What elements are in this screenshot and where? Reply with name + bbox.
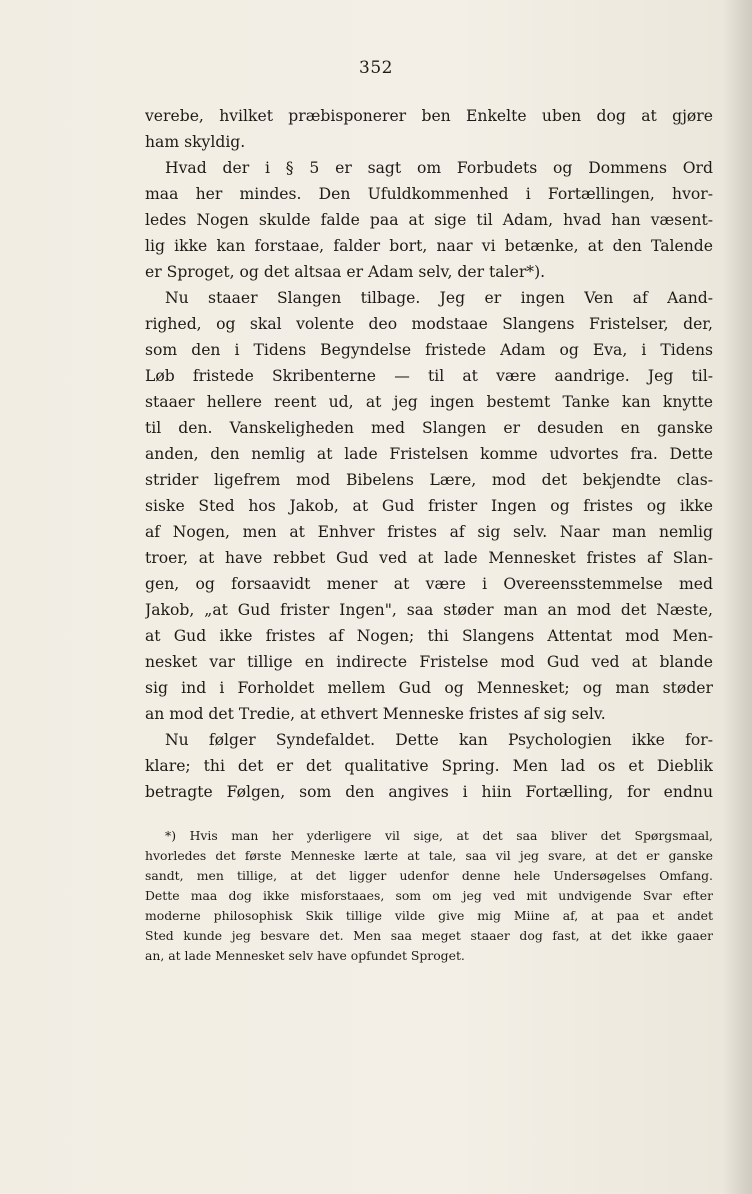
text-line: Nu staaer Slangen tilbage. Jeg er ingen Ven af Aand- <box>165 289 713 307</box>
text-line: klare; thi det er det qualitative Spring. Men lad os et Dieblik <box>145 757 713 775</box>
text-line: verebe, hvilket præbisponerer ben Enkelte uben dog at gjøre <box>145 107 713 125</box>
text-line: af Nogen, men at Enhver fristes af sig selv. Naar man nemlig <box>145 523 713 541</box>
text-line: staaer hellere reent ud, at jeg ingen bestemt Tanke kan knytte <box>145 393 713 411</box>
text-line: som den i Tidens Begyndelse fristede Adam og Eva, i Tidens <box>145 341 713 359</box>
text-line: lig ikke kan forstaae, falder bort, naar vi betænke, at den Talende <box>145 237 713 255</box>
text-line: strider ligefrem mod Bibelens Lære, mod det bekjendte clas- <box>145 471 713 489</box>
text-line: anden, den nemlig at lade Fristelsen komme udvortes fra. Dette <box>145 445 713 463</box>
text-line: gen, og forsaavidt mener at være i Overeensstemmelse med <box>145 575 713 593</box>
footnote-line: Dette maa dog ikke misforstaaes, som om jeg ved mit undvigende Svar efter <box>145 888 713 903</box>
text-line: er Sproget, og det altsaa er Adam selv, der taler*). <box>145 263 546 281</box>
text-line: til den. Vanskeligheden med Slangen er desuden en ganske <box>145 419 713 437</box>
text-line: Jakob, „at Gud frister Ingen", saa støder man an mod det Næste, <box>145 601 713 619</box>
text-line: ham skyldig. <box>145 133 246 151</box>
text-line: betragte Følgen, som den angives i hiin Fortælling, for endnu <box>145 783 713 801</box>
footnote-line: moderne philosophisk Skik tillige vilde give mig Miine af, at paa et andet <box>145 908 713 923</box>
footnote-line: hvorledes det første Menneske lærte at tale, saa vil jeg svare, at det er ganske <box>145 848 713 863</box>
text-line: Hvad der i § 5 er sagt om Forbudets og Dommens Ord <box>165 159 713 177</box>
footnote-line: sandt, men tillige, at det ligger udenfor denne hele Undersøgelses Omfang. <box>145 868 713 883</box>
text-line: siske Sted hos Jakob, at Gud frister Ingen og fristes og ikke <box>145 497 713 515</box>
text-line: troer, at have rebbet Gud ved at lade Mennesket fristes af Slan- <box>145 549 713 567</box>
text-line: ledes Nogen skulde falde paa at sige til Adam, hvad han væsent- <box>145 211 713 229</box>
text-line: an mod det Tredie, at ethvert Menneske fristes af sig selv. <box>145 705 606 723</box>
footnote-line: an, at lade Mennesket selv have opfundet Sproget. <box>145 948 465 963</box>
footnote <box>145 826 713 966</box>
text-line: Nu følger Syndefaldet. Dette kan Psychologien ikke for- <box>165 731 713 749</box>
text-line: at Gud ikke fristes af Nogen; thi Slangens Attentat mod Men- <box>145 627 713 645</box>
text-line: Løb fristede Skribenterne — til at være aandrige. Jeg til- <box>145 367 713 385</box>
footnote-line: Sted kunde jeg besvare det. Men saa meget staaer dog fast, at det ikke gaaer <box>145 928 713 943</box>
text-line: righed, og skal volente deo modstaae Slangens Fristelser, der, <box>145 315 713 333</box>
body-text <box>145 103 713 805</box>
page-number: 352 <box>359 58 393 78</box>
footnote-line: *) Hvis man her yderligere vil sige, at det saa bliver det Spørgsmaal, <box>165 828 713 843</box>
text-line: nesket var tillige en indirecte Fristelse mod Gud ved at blande <box>145 653 713 671</box>
text-line: maa her mindes. Den Ufuldkommenhed i Fortællingen, hvor- <box>145 185 713 203</box>
text-line: sig ind i Forholdet mellem Gud og Mennesket; og man støder <box>145 679 713 697</box>
